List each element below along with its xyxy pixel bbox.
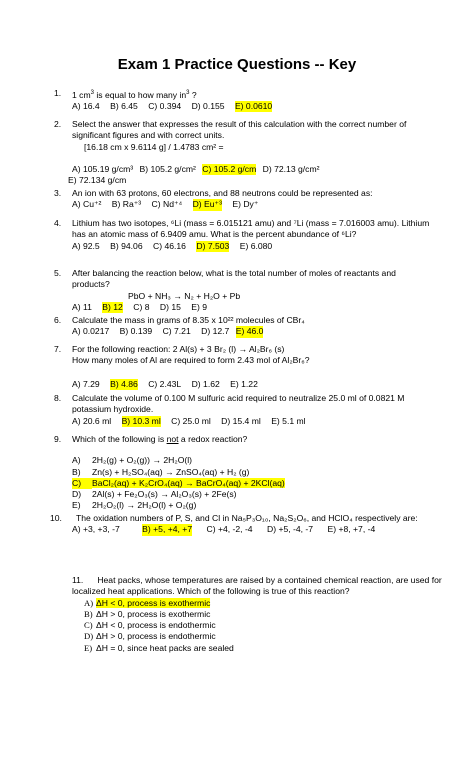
option-c[interactable]: C) +4, -2, -4 [206, 524, 253, 535]
option-a[interactable]: A) 92.5 [72, 240, 100, 251]
answer-options [72, 598, 452, 654]
question-8 [54, 393, 432, 427]
question-5 [54, 268, 432, 313]
answer-options [72, 524, 436, 535]
option-e[interactable]: E) 9 [191, 301, 208, 312]
option-b-correct[interactable]: B) 12 [102, 301, 123, 312]
answer-options [72, 302, 432, 313]
option-d[interactable]: D) ΔH > 0, process is endothermic [84, 631, 216, 642]
answer-options [72, 199, 432, 210]
question-4 [54, 218, 432, 252]
question-number: 9. [54, 434, 62, 444]
question-2 [54, 119, 432, 186]
option-d[interactable]: D) 12.7 [201, 326, 230, 337]
question-number: 8. [54, 393, 62, 403]
option-b-correct[interactable]: B) 10.3 ml [121, 415, 161, 426]
answer-options [72, 164, 432, 175]
option-b[interactable]: B) ΔH > 0, process is exothermic [84, 608, 211, 619]
option-d[interactable]: D) +5, -4, -7 [266, 524, 314, 535]
option-d-correct[interactable]: D) Eu⁺³ [192, 199, 222, 210]
option-e[interactable]: E) 5.1 ml [271, 415, 306, 426]
page-title: Exam 1 Practice Questions -- Key [117, 56, 357, 73]
option-e[interactable]: E) 2H₂O₂(l) → 2H₂O(l) + O₂(g) [72, 500, 197, 511]
option-a[interactable]: A) 7.29 [72, 378, 100, 389]
question-11 [72, 575, 452, 654]
question-1 [54, 88, 432, 112]
option-b-correct[interactable]: B) +5, +4, +7 [142, 524, 193, 535]
option-c[interactable]: C) 7.21 [162, 326, 191, 337]
question-number: 4. [54, 218, 62, 228]
question-6 [54, 315, 432, 338]
option-c[interactable]: C) 25.0 ml [171, 415, 211, 426]
option-e[interactable]: E) ΔH = 0, since heat packs are sealed [84, 642, 234, 653]
option-e[interactable]: E) 72.134 g/cm [68, 175, 127, 186]
answer-options [72, 326, 432, 337]
option-d[interactable]: D) 0.155 [191, 101, 225, 112]
option-c[interactable]: C) Nd⁺⁴ [151, 199, 183, 210]
question-number: 6. [54, 315, 62, 325]
option-a[interactable]: A) 11 [72, 301, 92, 312]
option-e[interactable]: E) 6.080 [239, 240, 273, 251]
option-e-correct[interactable]: E) 46.0 [235, 326, 264, 337]
option-c[interactable]: C) 46.16 [153, 240, 186, 251]
option-c-correct[interactable]: C) 105.2 g/cm [202, 163, 257, 174]
question-text-2: How many moles of Al are required to form 2.43 mol of Al₂Br₆? [72, 355, 310, 366]
option-a[interactable]: A) 0.0217 [72, 326, 110, 337]
question-7 [54, 344, 432, 390]
question-text: An ion with 63 protons, 60 electrons, and 88 neutrons could be represented as: [72, 188, 373, 198]
option-c[interactable]: C) 8 [133, 301, 150, 312]
question-text: Calculate the volume of 0.100 M sulfuric acid required to neutralize 25.0 ml of 0.0821 M potassium hydroxide. [72, 393, 405, 415]
answer-options-2 [68, 175, 432, 186]
option-c[interactable]: C) ΔH < 0, process is endothermic [84, 620, 216, 631]
question-text: After balancing the reaction below, what is the total number of moles of reactants and products? [72, 268, 396, 290]
question-number: 7. [54, 344, 62, 354]
question-10 [50, 513, 436, 536]
option-d[interactable]: D) 15.4 ml [221, 415, 261, 426]
option-d[interactable]: D) 15 [159, 301, 181, 312]
option-a[interactable]: A) Cu⁺² [72, 199, 102, 210]
option-b[interactable]: B) 105.2 g/cm² [139, 163, 196, 174]
option-d[interactable]: D) 2Al(s) + Fe₂O₃(s) → Al₂O₃(s) + 2Fe(s) [72, 489, 237, 500]
option-a[interactable]: A) 2H₂(g) + O₂(g)) → 2H₂O(l) [72, 455, 193, 466]
option-e[interactable]: E) 1.22 [230, 378, 258, 389]
option-b[interactable]: B) 6.45 [110, 101, 138, 112]
option-e-correct[interactable]: E) 0.0610 [234, 101, 273, 112]
option-b[interactable]: B) Ra⁺³ [111, 199, 142, 210]
option-a[interactable]: A) 16.4 [72, 101, 100, 112]
question-text: For the following reaction: 2 Al(s) + 3 Br₂ (l) → Al₂Br₆ (s) [72, 344, 285, 354]
question-number: 2. [54, 119, 62, 129]
question-number: 3. [54, 188, 62, 198]
question-text: Lithium has two isotopes, ⁶Li (mass = 6.015121 amu) and ⁷Li (mass = 7.016003 amu). Lithium has an atomic mass of 6.9409 amu. What is the percent abundance of ⁶Li? [72, 218, 430, 240]
question-number: 10. [50, 513, 62, 523]
option-c-correct[interactable]: C) BaCl₂(aq) + K₂CrO₄(aq) → BaCrO₄(aq) + 2KCl(aq) [72, 477, 285, 488]
option-b[interactable]: B) Zn(s) + H₂SO₄(aq) → ZnSO₄(aq) + H₂ (g) [72, 466, 250, 477]
question-text: Which of the following is not a redox reaction? [72, 434, 248, 444]
calculation: [16.18 cm x 9.6114 g] / 1.4783 cm² = [84, 141, 224, 152]
question-text: 11. Heat packs, whose temperatures are raised by a contained chemical reaction, are used for localized heat applications. Which of the following is true of this reaction? [72, 575, 442, 597]
answer-options [72, 379, 432, 390]
option-b[interactable]: B) 0.139 [119, 326, 153, 337]
question-text: Select the answer that expresses the result of this calculation with the correct number of significant figures and with correct units. [72, 119, 407, 141]
option-e[interactable]: E) +8, +7, -4 [327, 524, 376, 535]
option-d-correct[interactable]: D) 7.503 [196, 240, 230, 251]
option-c[interactable]: C) 0.394 [148, 101, 182, 112]
answer-options [72, 101, 432, 112]
option-a-correct[interactable]: A) ΔH < 0, process is exothermic [84, 597, 211, 608]
option-d[interactable]: D) 72.13 g/cm² [262, 163, 320, 174]
question-9 [54, 434, 432, 512]
question-text: 1 $cm^3$ is equal to how many $in^3$ ? [72, 89, 197, 100]
question-number: 5. [54, 268, 62, 278]
question-text: The oxidation numbers of P, S, and Cl in Na₅P₃O₁₀, Na₂S₂O₆, and HClO₄ respectively are: [76, 513, 418, 523]
option-e[interactable]: E) Dy⁺ [232, 199, 259, 210]
answer-options [72, 416, 432, 427]
question-3 [54, 188, 432, 211]
option-a[interactable]: A) 20.6 ml [72, 415, 112, 426]
option-b[interactable]: B) 94.06 [110, 240, 143, 251]
option-c[interactable]: C) 2.43L [148, 378, 182, 389]
option-b-correct[interactable]: B) 4.86 [110, 378, 138, 389]
reaction-equation: PbO + NH₃ → N₂ + H₂O + Pb [128, 290, 241, 301]
option-d[interactable]: D) 1.62 [191, 378, 220, 389]
answer-options [72, 241, 432, 252]
question-number: 1. [54, 88, 62, 98]
question-text: Calculate the mass in grams of 8.35 x 10²² molecules of CBr₄ [72, 315, 305, 325]
option-a[interactable]: A) 105.19 g/cm³ [72, 163, 134, 174]
option-a[interactable]: A) +3, +3, -7 [72, 524, 120, 535]
